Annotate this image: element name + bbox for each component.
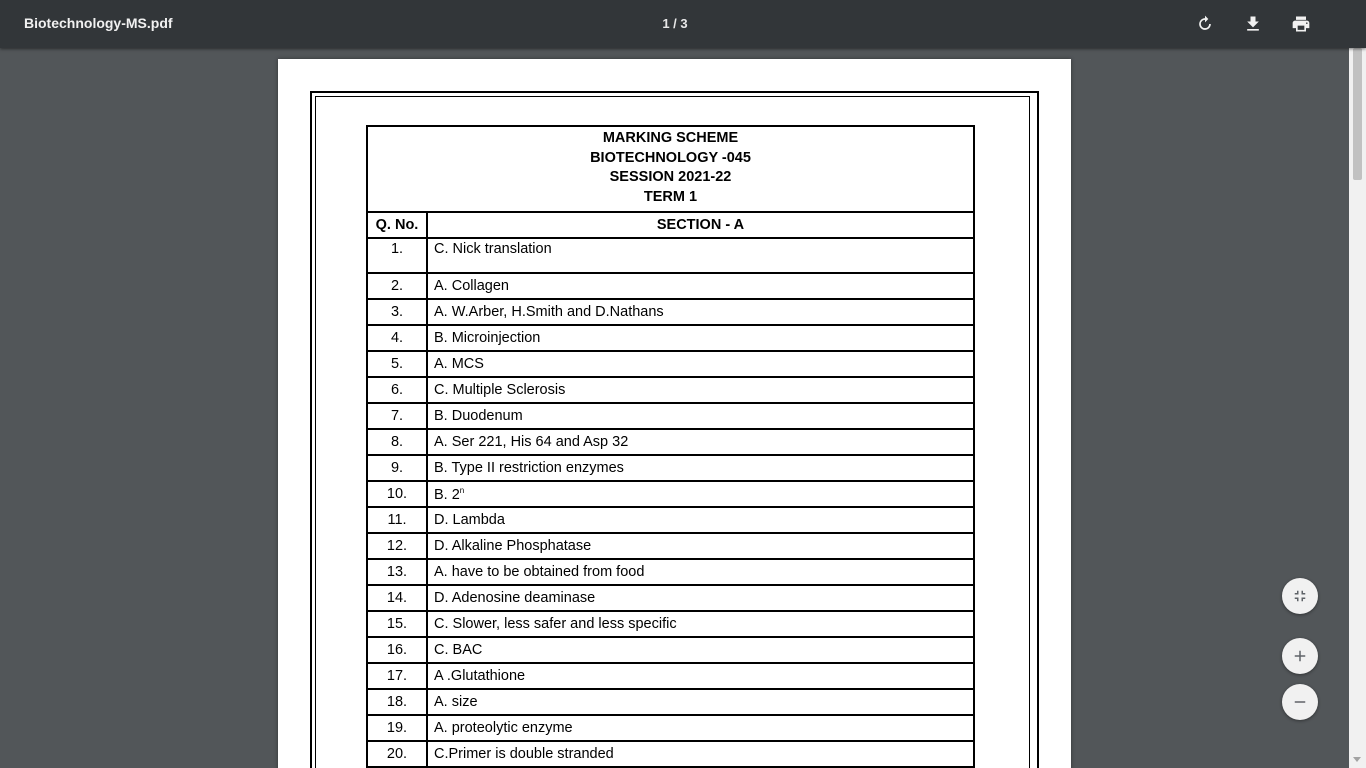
answer-text: C.Primer is double stranded	[434, 746, 614, 762]
question-number: 10.	[367, 481, 427, 507]
table-row	[367, 403, 974, 429]
answer-text: D. Lambda	[434, 512, 505, 528]
table-row	[367, 238, 974, 273]
table-row	[367, 611, 974, 637]
answer-text: A .Glutathione	[434, 668, 526, 684]
table-row	[367, 507, 974, 533]
question-number: 4.	[367, 325, 427, 351]
question-number: 20.	[367, 741, 427, 767]
zoom-in-icon	[1291, 647, 1309, 665]
answer-cell	[427, 299, 974, 325]
table-row	[367, 637, 974, 663]
answer-cell	[427, 403, 974, 429]
answer-text: A. proteolytic enzyme	[434, 720, 573, 736]
answer-cell	[427, 455, 974, 481]
answer-cell	[427, 637, 974, 663]
table-header-row	[367, 126, 974, 212]
question-number: 5.	[367, 351, 427, 377]
zoom-out-icon	[1291, 693, 1309, 711]
pdf-toolbar	[0, 0, 1366, 48]
scrollbar-thumb[interactable]	[1353, 48, 1362, 180]
marking-scheme-table	[366, 125, 975, 768]
rotate-icon	[1195, 14, 1215, 34]
question-number: 15.	[367, 611, 427, 637]
answer-text: B. Duodenum	[434, 408, 523, 424]
question-number: 14.	[367, 585, 427, 611]
header-line: BIOTECHNOLOGY -045	[590, 149, 751, 166]
answer-text: A. Ser 221, His 64 and Asp 32	[434, 434, 629, 450]
header-line: TERM 1	[643, 188, 698, 205]
answer-cell	[427, 325, 974, 351]
answer-text: D. Adenosine deaminase	[434, 590, 596, 606]
rotate-button[interactable]	[1193, 12, 1217, 36]
column-header-row	[367, 212, 974, 238]
answer-cell	[427, 238, 974, 273]
print-icon	[1291, 14, 1311, 34]
answer-text: C. Slower, less safer and less specific	[434, 616, 677, 632]
question-number: 7.	[367, 403, 427, 429]
table-row	[367, 741, 974, 767]
answer-cell	[427, 611, 974, 637]
table-row	[367, 481, 974, 507]
answer-superscript: n	[459, 485, 465, 495]
question-number: 6.	[367, 377, 427, 403]
answer-text: B. Type II restriction enzymes	[434, 460, 624, 476]
vertical-scrollbar[interactable]	[1349, 48, 1366, 768]
scroll-down-arrow-icon[interactable]	[1353, 757, 1361, 762]
document-title: Biotechnology-MS.pdf	[24, 15, 173, 31]
answer-cell	[427, 689, 974, 715]
answer-cell	[427, 351, 974, 377]
header-line: MARKING SCHEME	[602, 130, 739, 146]
table-row	[367, 273, 974, 299]
answer-text: C. Nick translation	[434, 241, 552, 257]
fit-page-button[interactable]	[1282, 578, 1318, 614]
pdf-page	[278, 59, 1071, 768]
table-row	[367, 325, 974, 351]
answer-cell	[427, 377, 974, 403]
table-row	[367, 377, 974, 403]
print-button[interactable]	[1289, 12, 1313, 36]
answer-text: A. W.Arber, H.Smith and D.Nathans	[434, 304, 664, 320]
page-indicator[interactable]: 1 / 3	[662, 16, 688, 31]
question-number: 1.	[367, 238, 427, 273]
answer-cell	[427, 273, 974, 299]
answer-cell	[427, 533, 974, 559]
qno-column-header: Q. No.	[367, 212, 427, 238]
table-row	[367, 299, 974, 325]
table-row	[367, 585, 974, 611]
section-column-header: SECTION - A	[427, 212, 974, 238]
table-row	[367, 715, 974, 741]
table-row	[367, 351, 974, 377]
document-viewport[interactable]	[0, 48, 1349, 768]
question-number: 13.	[367, 559, 427, 585]
question-number: 3.	[367, 299, 427, 325]
zoom-in-button[interactable]	[1282, 638, 1318, 674]
question-number: 17.	[367, 663, 427, 689]
download-button[interactable]	[1241, 12, 1265, 36]
answer-text: B. 2	[434, 486, 460, 503]
question-number: 18.	[367, 689, 427, 715]
question-number: 8.	[367, 429, 427, 455]
table-row	[367, 455, 974, 481]
answer-text: D. Alkaline Phosphatase	[434, 538, 592, 554]
answer-text: A. Collagen	[434, 278, 509, 294]
answer-text: A. size	[434, 694, 478, 710]
answer-cell	[427, 429, 974, 455]
zoom-out-button[interactable]	[1282, 684, 1318, 720]
answer-text: C. BAC	[434, 642, 483, 658]
answer-cell	[427, 559, 974, 585]
question-number: 12.	[367, 533, 427, 559]
fit-page-icon	[1291, 587, 1309, 605]
answer-text: C. Multiple Sclerosis	[434, 382, 566, 398]
question-number: 19.	[367, 715, 427, 741]
header-line: SESSION 2021-22	[609, 169, 732, 185]
question-number: 9.	[367, 455, 427, 481]
answer-cell	[427, 481, 974, 507]
answer-cell	[427, 585, 974, 611]
document-header	[367, 126, 974, 212]
answer-text: A. have to be obtained from food	[434, 564, 645, 580]
question-number: 11.	[367, 507, 427, 533]
answer-cell	[427, 663, 974, 689]
table-row	[367, 533, 974, 559]
answer-cell	[427, 507, 974, 533]
download-icon	[1243, 14, 1263, 34]
table-row	[367, 559, 974, 585]
table-row	[367, 429, 974, 455]
answer-cell	[427, 741, 974, 767]
table-row	[367, 663, 974, 689]
question-number: 2.	[367, 273, 427, 299]
table-row	[367, 689, 974, 715]
answer-cell	[427, 715, 974, 741]
answer-text: B. Microinjection	[434, 330, 541, 346]
answer-text: A. MCS	[434, 356, 484, 372]
question-number: 16.	[367, 637, 427, 663]
